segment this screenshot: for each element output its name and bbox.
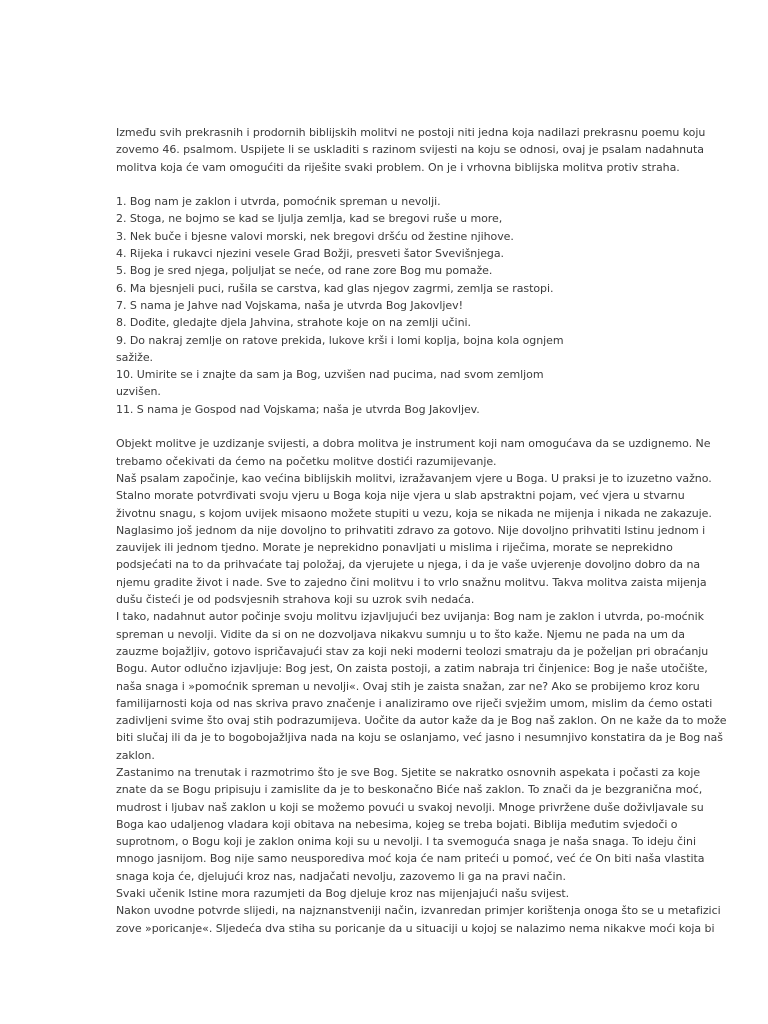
text-line: znate da se Bogu pripisuju i zamislite da je to beskonačno Biće naš zaklon. To znači da je bezgranična moć, xyxy=(116,783,703,797)
text-line: Boga kao udaljenog vladara koji obitava na nebesima, kojeg se treba bojati. Biblija međutim svjedoči o xyxy=(116,817,678,831)
text-line: Nakon uvodne potvrde slijedi, na najznanstveniji način, izvanredan primjer korištenja onoga što se u metafizici xyxy=(116,904,721,918)
text-line: zove »poricanje«. Sljedeća dva stiha su poricanje da u situaciji u kojoj se nalazimo nema nikakve moći koja bi xyxy=(116,921,715,935)
psalm-verse: 3. Nek buče i bjesne valovi morski, nek bregovi dršću od žestine njihove. xyxy=(116,229,514,243)
text-line: Zastanimo na trenutak i razmotrimo što je sve Bog. Sjetite se nakratko osnovnih aspekata i počasti za koje xyxy=(116,765,701,779)
psalm-verse: 9. Do nakraj zemlje on ratove prekida, lukove krši i lomi koplja, bojna kola ognjem xyxy=(116,333,564,347)
text-line: Između svih prekrasnih i prodornih biblijskih molitvi ne postoji niti jedna koja nadilazi prekrasnu poemu koju xyxy=(116,126,706,139)
paragraph-gap xyxy=(116,176,676,193)
text-line: Stalno morate potvrđivati svoju vjeru u Boga koja nije vjera u slab apstraktni pojam, već vjera u stvarnu xyxy=(116,489,685,503)
psalm-verse: 4. Rijeka i rukavci njezini vesele Grad Božji, presveti šator Svevišnjega. xyxy=(116,247,504,261)
text-line: podsjećati na to da prihvaćate taj položaj, da vjerujete u njega, i da je vaše uvjerenje dovoljno dobro da na xyxy=(116,558,701,572)
psalm-verse: 2. Stoga, ne bojmo se kad se ljulja zemlja, kad se bregovi ruše u more, xyxy=(116,212,503,226)
psalm-verse: sažiže. xyxy=(116,350,153,364)
text-line: molitva koja će vam omogućiti da riješite svaki problem. On je i vrhovna biblijska molitva protiv straha. xyxy=(116,160,680,174)
commentary-text xyxy=(116,435,727,937)
intro-paragraph xyxy=(116,124,706,176)
paragraph-gap xyxy=(116,418,676,435)
text-line: biti slučaj ili da je to bogobojažljiva nada na koju se oslanjamo, već jasno i nesumnjivo konstatira da je Bog naš xyxy=(116,731,723,745)
text-line: Svaki učenik Istine mora razumjeti da Bog djeluje kroz nas mijenjajući našu svijest. xyxy=(116,887,570,901)
text-line: mudrost i ljubav naš zaklon u koji se možemo povući u svakoj nevolji. Mnoge privržene duše doživljavale su xyxy=(116,800,704,814)
text-line: dušu čisteći je od podsvjesnih strahova koji su uzrok svih nedaća. xyxy=(116,593,475,607)
text-line: spreman u nevolji. Vidite da si on ne dozvoljava nikakvu sumnju u to što kaže. Njemu ne pada na um da xyxy=(116,627,685,641)
psalm-verse: 11. S nama je Gospod nad Vojskama; naša je utvrda Bog Jakovljev. xyxy=(116,402,480,416)
text-line: familijarnosti koja od nas skriva pravo značenje i analiziramo ove riječi svježim umom, mislim da ćemo ostati xyxy=(116,696,713,710)
text-line: snaga koja će, djelujući kroz nas, nadjačati nevolju, zazovemo li ga na pravi način. xyxy=(116,869,566,883)
text-line: Naš psalam započinje, kao većina biblijskih molitvi, izražavanjem vjere u Boga. U praksi je to izuzetno važno. xyxy=(116,471,712,485)
text-line: mnogo jasnijom. Bog nije samo neusporediva moć koja će nam priteći u pomoć, već će On biti naša vlastita xyxy=(116,852,705,866)
psalm-verses xyxy=(116,193,676,418)
psalm-verse: 7. S nama je Jahve nad Vojskama, naša je utvrda Bog Jakovljev! xyxy=(116,298,463,312)
text-line: naša snaga i »pomoćnik spreman u nevolji«. Ovaj stih je zaista snažan, zar ne? Ako se probijemo kroz koru xyxy=(116,679,700,693)
text-line: Naglasimo još jednom da nije dovoljno to prihvatiti zdravo za gotovo. Nije dovoljno prihvatiti Istinu jednom i xyxy=(116,523,706,537)
text-line: I tako, nadahnut autor počinje svoju molitvu izjavljujući bez uvijanja: Bog nam je zaklon i utvrda, po-moćnik xyxy=(116,610,704,624)
text-line: trebamo očekivati da ćemo na početku molitve dostići razumijevanje. xyxy=(116,454,497,468)
text-line: zaklon. xyxy=(116,748,155,762)
text-line: Bogu. Autor odlučno izjavljuje: Bog jest, On zaista postoji, a zatim nabraja tri činjenice: Bog je naše utočište, xyxy=(116,662,708,676)
psalm-verse: uzvišen. xyxy=(116,385,161,399)
text-line: suprotnom, o Bogu koji je zaklon onima koji su u nevolji. I ta svemoguća snaga je naša snaga. To ideju čini xyxy=(116,835,696,849)
psalm-verse: 10. Umirite se i znajte da sam ja Bog, uzvišen nad pucima, nad svom zemljom xyxy=(116,368,544,382)
text-line: zadivljeni svime što ovaj stih podrazumijeva. Uočite da autor kaže da je Bog naš zaklon. On ne kaže da to može xyxy=(116,714,727,728)
text-line: Objekt molitve je uzdizanje svijesti, a dobra molitva je instrument koji nam omogućava da se uzdignemo. Ne xyxy=(116,437,711,451)
psalm-verse: 5. Bog je sred njega, poljuljat se neće, od rane zore Bog mu pomaže. xyxy=(116,264,493,278)
text-line: zauvijek ili jednom tjedno. Morate je neprekidno ponavljati u mislima i riječima, morate se neprekidno xyxy=(116,541,673,555)
text-line: životnu snagu, s kojom uvijek misaono možete stupiti u vezu, koja se nikada ne mijenja i nikada ne zakazuje. xyxy=(116,506,712,520)
psalm-verse: 1. Bog nam je zaklon i utvrda, pomoćnik spreman u nevolji. xyxy=(116,195,441,209)
psalm-verse: 8. Dođite, gledajte djela Jahvina, strahote koje on na zemlji učini. xyxy=(116,316,471,330)
document-page xyxy=(116,124,727,937)
text-line: njemu gradite život i nade. Sve to zajedno čini molitvu i to vrlo snažnu molitvu. Takva molitva zaista mijenja xyxy=(116,575,707,589)
text-line: zauzme bojažljiv, gotovo ispričavajući stav za koji neki moderni teolozi smatraju da je poželjan pri obraćanju xyxy=(116,644,709,658)
psalm-verse: 6. Ma bjesnjeli puci, rušila se carstva, kad glas njegov zagrmi, zemlja se rastopi. xyxy=(116,281,554,295)
text-line: zovemo 46. psalmom. Uspijete li se uskladiti s razinom svijesti na koju se odnosi, ovaj je psalam nadahnuta xyxy=(116,143,704,157)
